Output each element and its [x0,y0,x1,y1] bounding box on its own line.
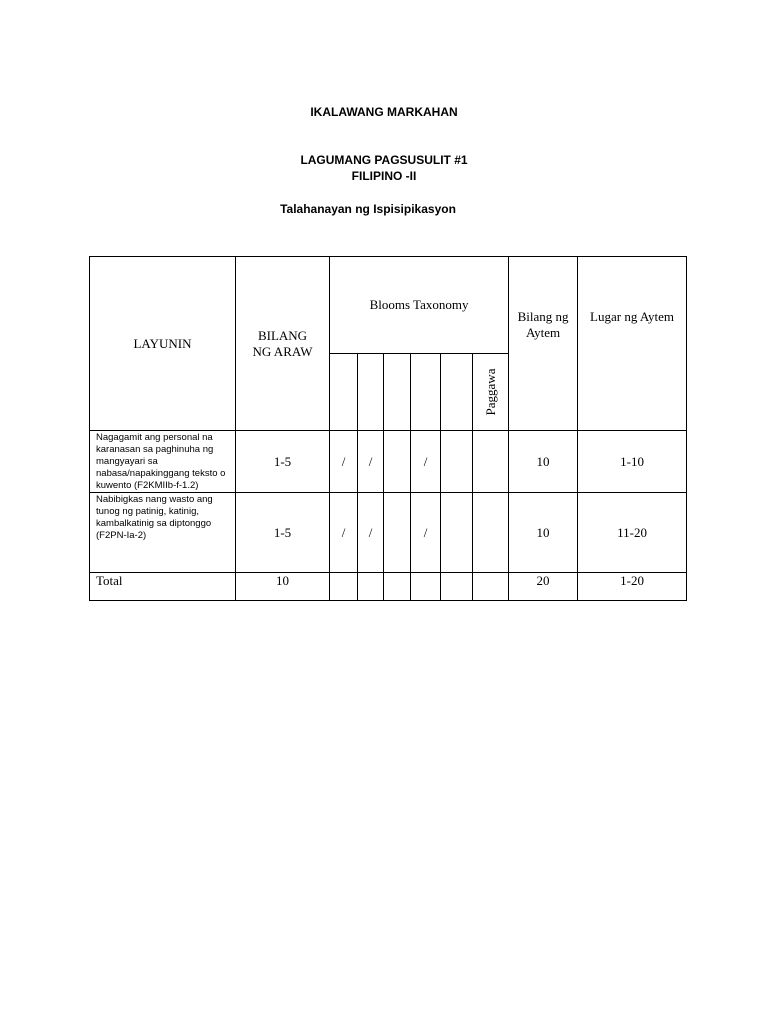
row-2-araw: 1-5 [236,493,330,573]
total-lugar: 1-20 [578,573,687,601]
quarter-heading: IKALAWANG MARKAHAN [310,105,458,119]
header-blooms [330,257,509,354]
header-layunin [90,257,236,431]
blooms-sub-cell-2 [358,354,384,431]
total-araw: 10 [236,573,330,601]
header-bilang-ng-aytem [509,257,578,431]
row-1-mark-2: / [358,431,384,493]
total-mark-2 [358,573,384,601]
subject-title: FILIPINO -II [351,169,417,183]
row-2-mark-3 [384,493,411,573]
row-1-mark-5 [441,431,473,493]
total-mark-5 [441,573,473,601]
row-1-mark-3 [384,431,411,493]
test-title: LAGUMANG PAGSUSULIT #1 [300,153,468,167]
total-mark-4 [411,573,441,601]
row-1-layunin [90,431,236,493]
blooms-sub-paggawa: Paggawa [482,368,498,416]
header-blooms-label: Blooms Taxonomy [369,297,469,312]
table-title: Talahanayan ng Ispisipikasyon [280,202,456,216]
header-bilang-ng-aytem-label: Bilang ng Aytem [517,309,569,340]
header-lugar-ng-aytem [578,257,687,431]
row-2-mark-1: / [330,493,358,573]
row-2-aytem: 10 [509,493,578,573]
row-2-mark-6 [473,493,509,573]
total-aytem: 20 [509,573,578,601]
specification-table [89,256,687,601]
blooms-sub-cell-1 [330,354,358,431]
row-1-layunin-text: Nagagamit ang personal na karanasan sa paghinuha ng mangyayari sa nabasa/napakinggang teksto o kuwento (F2KMIIb-f-1.2) [96,432,226,491]
total-mark-6 [473,573,509,601]
header-row [90,257,687,354]
header-bilang-ng-araw [236,257,330,431]
row-2-mark-4: / [411,493,441,573]
total-mark-3 [384,573,411,601]
blooms-sub-cell-6 [473,354,509,431]
table-row [90,431,687,493]
row-2-mark-5 [441,493,473,573]
row-1-aytem: 10 [509,431,578,493]
header-lugar-ng-aytem-label: Lugar ng Aytem [590,309,675,324]
blooms-sub-cell-3 [384,354,411,431]
row-1-araw: 1-5 [236,431,330,493]
row-2-layunin-text: Nabibigkas nang wasto ang tunog ng patinig, katinig, kambalkatinig sa diptonggo (F2PN-Ia-2) [96,494,213,541]
header-bilang-ng-araw-label: BILANG NG ARAW [252,327,313,359]
blooms-sub-cell-5 [441,354,473,431]
paggawa-wrap [473,354,508,430]
total-label-cell [90,573,236,601]
row-1-lugar: 1-10 [578,431,687,493]
row-2-layunin [90,493,236,573]
blooms-sub-cell-4 [411,354,441,431]
row-1-mark-4: / [411,431,441,493]
total-row [90,573,687,601]
row-1-mark-1: / [330,431,358,493]
row-2-mark-2: / [358,493,384,573]
table-row [90,493,687,573]
row-2-lugar: 11-20 [578,493,687,573]
total-mark-1 [330,573,358,601]
row-1-mark-6 [473,431,509,493]
total-label: Total [96,573,123,588]
header-layunin-label: LAYUNIN [133,335,192,351]
